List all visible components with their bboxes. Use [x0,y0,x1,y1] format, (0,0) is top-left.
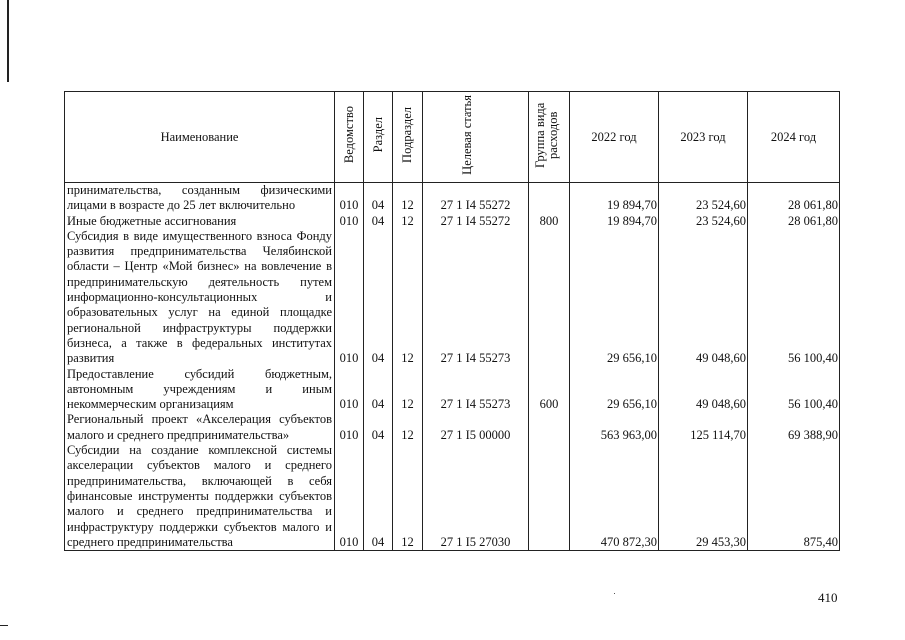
row-2023: 49 048,60 [659,229,748,367]
header-row [65,92,840,183]
row-target: 27 1 I4 55272 [423,214,529,229]
row-group: 600 [529,367,570,413]
row-2024: 875,40 [748,443,840,551]
row-subsection: 12 [393,367,423,413]
table-row [65,367,840,413]
row-subsection: 12 [393,443,423,551]
row-subsection: 12 [393,214,423,229]
row-name: Предоставление субсидий бюджетным, автономным учреждениям и иным некоммерческим организациям [65,367,335,413]
row-subsection: 12 [393,229,423,367]
row-dept: 010 [335,443,364,551]
scan-dot [614,593,615,594]
scan-mark-bottom-left [0,625,8,626]
table-row [65,229,840,367]
row-2022: 29 656,10 [570,229,659,367]
row-name: Региональный проект «Акселерация субъектов малого и среднего предпринимательства» [65,412,335,443]
row-2022: 19 894,70 [570,183,659,214]
budget-table [64,91,840,551]
row-2024: 28 061,80 [748,183,840,214]
row-group [529,412,570,443]
row-section: 04 [364,367,393,413]
row-2022: 19 894,70 [570,214,659,229]
row-dept: 010 [335,229,364,367]
row-target: 27 1 I4 55273 [423,367,529,413]
header-target: Целевая статья [423,92,529,183]
row-group: 800 [529,214,570,229]
row-2023: 125 114,70 [659,412,748,443]
row-target: 27 1 I4 55272 [423,183,529,214]
row-2024: 56 100,40 [748,367,840,413]
row-dept: 010 [335,183,364,214]
row-2024: 56 100,40 [748,229,840,367]
row-name: Субсидии на создание комплексной системы акселерации субъектов малого и среднего предпринимательства, включающей в себя финансовые инструменты поддержки субъектов малого и среднего предпринимательства и инфраструктуру поддержки субъектов малого и среднего предпринимательства [65,443,335,551]
row-2024: 28 061,80 [748,214,840,229]
header-name: Наименование [65,92,335,183]
row-subsection: 12 [393,183,423,214]
row-2023: 49 048,60 [659,367,748,413]
row-target: 27 1 I4 55273 [423,229,529,367]
row-group [529,443,570,551]
scan-mark-left [7,0,9,82]
row-dept: 010 [335,367,364,413]
row-section: 04 [364,412,393,443]
table-row [65,412,840,443]
table-row [65,214,840,229]
row-2024: 69 388,90 [748,412,840,443]
header-2024: 2024 год [748,92,840,183]
row-subsection: 12 [393,412,423,443]
row-section: 04 [364,183,393,214]
row-section: 04 [364,214,393,229]
row-2022: 563 963,00 [570,412,659,443]
page-number: 410 [818,590,838,605]
row-2022: 29 656,10 [570,367,659,413]
header-dept: Ведомство [335,92,364,183]
row-target: 27 1 I5 00000 [423,412,529,443]
row-group [529,183,570,214]
row-section: 04 [364,229,393,367]
row-name: Субсидия в виде имущественного взноса Фонду развития предпринимательства Челябинской области – Центр «Мой бизнес» на вовлечение в предпринимательскую деятельность путем информационно-консультационных и образовательных услуг на единой площадке региональной инфраструктуры поддержки бизнеса, а также в федеральных институтах развития [65,229,335,367]
header-exp-group: Группа вида расходов [529,92,570,183]
header-section: Раздел [364,92,393,183]
row-dept: 010 [335,214,364,229]
header-2022: 2022 год [570,92,659,183]
row-2023: 23 524,60 [659,183,748,214]
row-name: принимательства, созданным физическими лицами в возрасте до 25 лет включительно [65,183,335,214]
row-section: 04 [364,443,393,551]
header-2023: 2023 год [659,92,748,183]
row-2023: 29 453,30 [659,443,748,551]
header-subsection: Подраздел [393,92,423,183]
row-dept: 010 [335,412,364,443]
row-name: Иные бюджетные ассигнования [65,214,335,229]
table-row [65,183,840,214]
table-row [65,443,840,551]
row-target: 27 1 I5 27030 [423,443,529,551]
row-2022: 470 872,30 [570,443,659,551]
row-2023: 23 524,60 [659,214,748,229]
row-group [529,229,570,367]
